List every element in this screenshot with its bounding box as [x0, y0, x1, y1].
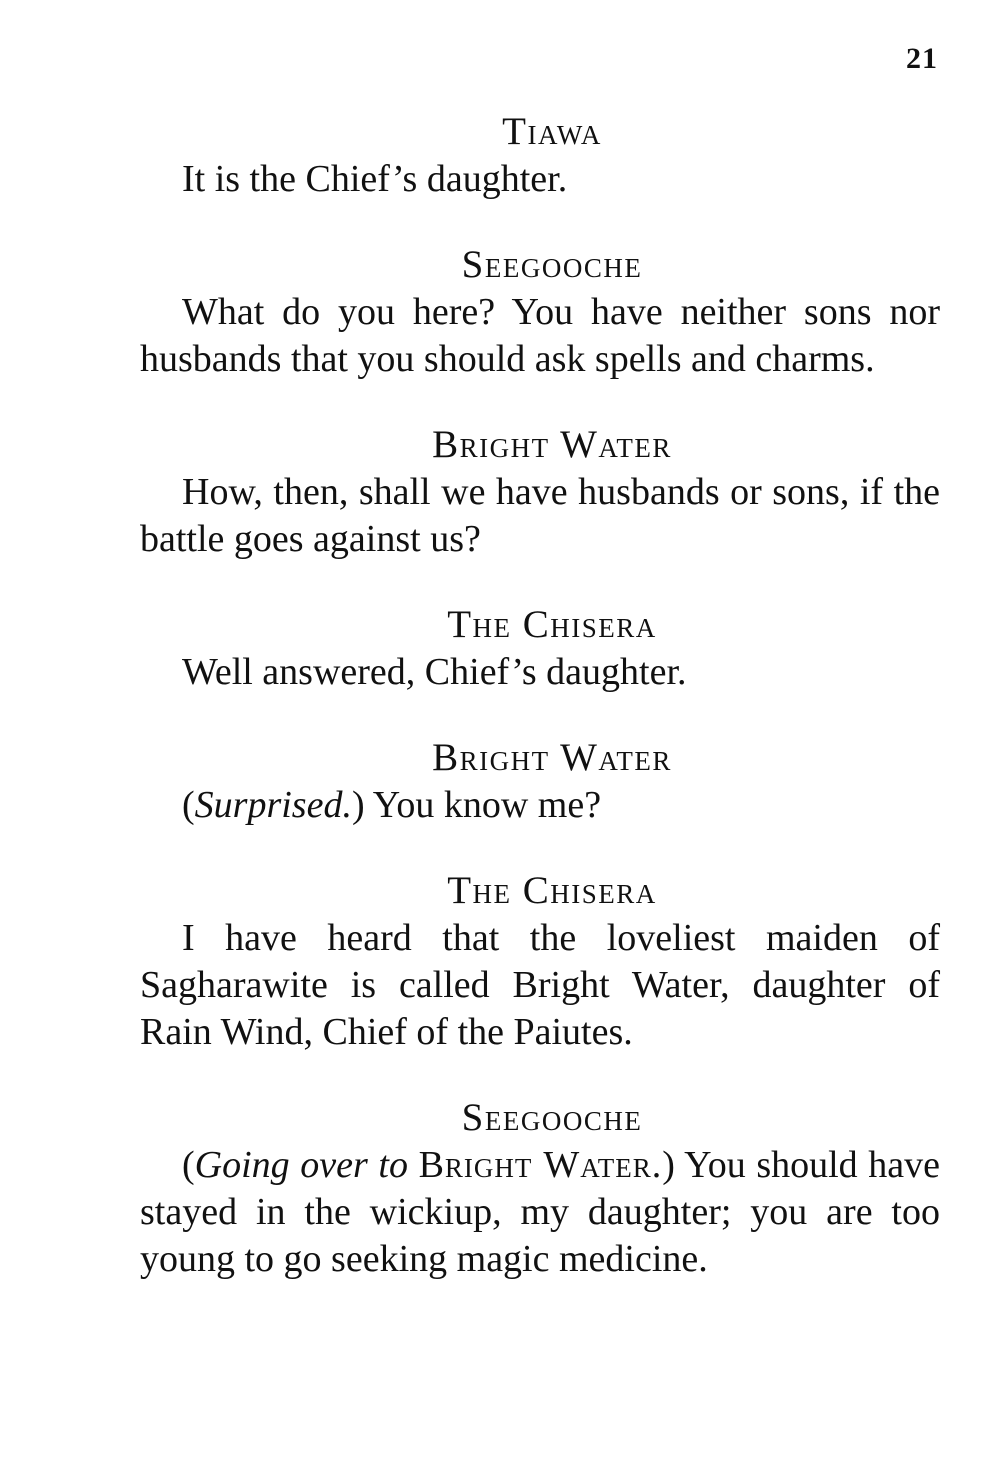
speech-block: [140, 108, 940, 203]
speaker-name: Bright Water: [432, 423, 672, 466]
stage-character-name: Bright Water.: [418, 1144, 663, 1186]
dialogue-line: What do you here? You have neither sons nor husbands that you should ask spells and charms.: [140, 291, 940, 380]
speech-block: [140, 241, 940, 383]
dialogue-line: How, then, shall we have husbands or sons, if the battle goes against us?: [140, 471, 940, 560]
dialogue-line: Well answered, Chief’s daughter.: [182, 651, 687, 693]
dialogue-text: You should have stayed in the wickiup, my daughter; you are too young to go seeking magic medicine.: [140, 1144, 941, 1280]
dialogue-text: You know me?: [364, 784, 602, 826]
stage-paren-close: ): [351, 784, 365, 826]
dialogue-line: I have heard that the loveliest maiden of Sagharawite is called Bright Water, daughter of Rain Wind, Chief of the Paiutes.: [140, 917, 940, 1053]
dialogue-line: It is the Chief’s daughter.: [182, 158, 568, 200]
speaker-name: The Chisera: [447, 603, 657, 646]
dialogue-line: [140, 782, 940, 829]
stage-direction: Surprised.: [194, 784, 352, 826]
speech-block: [140, 1094, 940, 1283]
speaker-name: Seegooche: [461, 1096, 643, 1139]
dialogue-line: [140, 1142, 940, 1283]
speaker-name: The Chisera: [447, 869, 657, 912]
speaker-name: Seegooche: [461, 243, 643, 286]
stage-paren-open: (: [182, 784, 195, 826]
stage-paren-open: (: [182, 1144, 195, 1186]
stage-paren-close: ): [662, 1144, 675, 1186]
speech-block: [140, 421, 940, 563]
page-number: 21: [906, 42, 938, 75]
speaker-name: Bright Water: [432, 736, 672, 779]
speech-block: [140, 601, 940, 696]
speech-block: [140, 867, 940, 1056]
stage-direction: Going over to: [194, 1144, 419, 1186]
speaker-name: Tiawa: [502, 110, 602, 153]
play-text: [140, 108, 940, 1321]
speech-block: [140, 734, 940, 829]
